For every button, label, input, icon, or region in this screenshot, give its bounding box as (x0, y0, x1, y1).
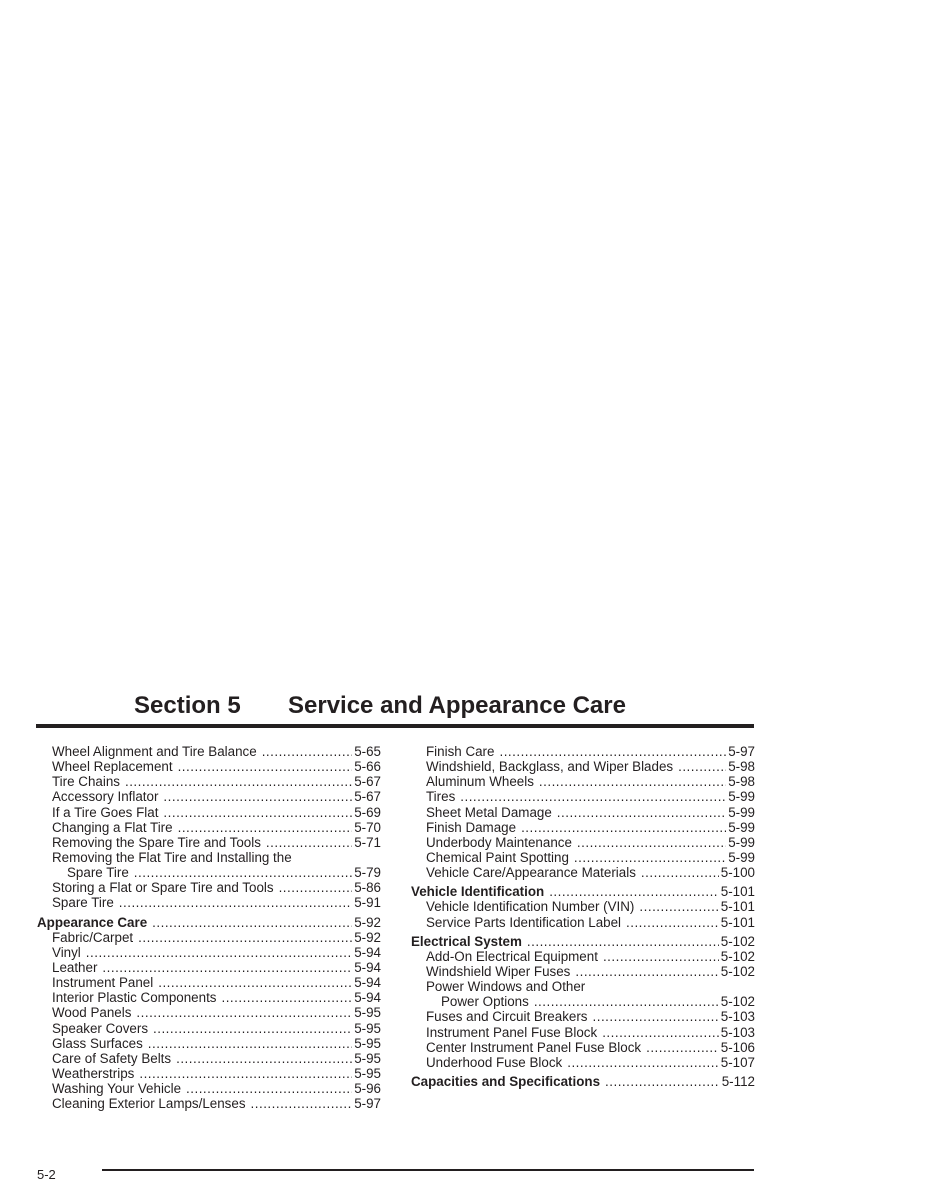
toc-entry-page: 5-95 (354, 1065, 381, 1081)
dot-leader (139, 1066, 352, 1081)
toc-entry-page: 5-101 (720, 914, 755, 930)
dot-leader (163, 805, 352, 820)
dot-leader (557, 805, 726, 820)
toc-entry-page: 5-102 (720, 963, 755, 979)
dot-leader (148, 1036, 352, 1051)
toc-entry-page: 5-107 (720, 1054, 755, 1070)
toc-entry-title: Instrument Panel (52, 975, 154, 991)
toc-entry-page: 5-103 (720, 1009, 755, 1025)
toc-entry (37, 1096, 381, 1111)
toc-entry-page: 5-71 (354, 834, 381, 850)
toc-entry-title: Leather (52, 959, 98, 975)
section-label: Section 5 (134, 692, 241, 719)
toc-entry (37, 1021, 381, 1036)
toc-entry (411, 835, 755, 850)
toc-entry-title: Tire Chains (52, 774, 120, 790)
dot-leader (534, 994, 719, 1009)
toc-entry (37, 880, 381, 895)
dot-leader (539, 774, 726, 789)
toc-entry-title: Spare Tire (52, 895, 114, 911)
toc-right-column (411, 744, 755, 1089)
toc-entry-title-continued: Spare Tire (67, 865, 129, 881)
toc-entry (411, 964, 755, 979)
toc-entry (411, 789, 755, 804)
toc-entry-page: 5-95 (354, 1050, 381, 1066)
dot-leader (593, 1009, 719, 1024)
toc-entry-page: 5-99 (728, 819, 755, 835)
toc-entry-page: 5-98 (728, 759, 755, 775)
toc-entry (37, 789, 381, 804)
dot-leader (186, 1081, 352, 1096)
toc-entry-title: Fuses and Circuit Breakers (426, 1009, 588, 1025)
toc-entry-page: 5-100 (720, 865, 755, 881)
toc-entry (37, 990, 381, 1005)
dot-leader (119, 895, 352, 910)
toc-entry (411, 820, 755, 835)
toc-entry-title: Service Parts Identification Label (426, 914, 622, 930)
toc-entry-title: Add-On Electrical Equipment (426, 948, 598, 964)
toc-entry-page: 5-99 (728, 789, 755, 805)
toc-entry-title: Underhood Fuse Block (426, 1054, 563, 1070)
toc-entry (37, 1066, 381, 1081)
toc-entry (37, 1081, 381, 1096)
dot-leader (499, 744, 726, 759)
toc-entry (411, 1025, 755, 1040)
toc-entry-page: 5-67 (354, 789, 381, 805)
dot-leader (136, 1005, 352, 1020)
toc-entry-page: 5-94 (354, 990, 381, 1006)
toc-entry (411, 865, 755, 880)
toc-entry (411, 850, 755, 865)
dot-leader (646, 1040, 719, 1055)
toc-entry-title: Windshield Wiper Fuses (426, 963, 571, 979)
toc-entry-title: Interior Plastic Components (52, 990, 217, 1006)
toc-entry-page: 5-102 (720, 948, 755, 964)
dot-leader (262, 744, 352, 759)
toc-entry (37, 930, 381, 945)
toc-entry-title-continued: Power Options (441, 994, 529, 1010)
toc-entry-title: Cleaning Exterior Lamps/Lenses (52, 1096, 246, 1112)
toc-entry-title: Weatherstrips (52, 1065, 135, 1081)
dot-leader (86, 945, 352, 960)
toc-entry-page: 5-99 (728, 804, 755, 820)
toc-entry-page: 5-92 (354, 914, 381, 930)
toc-entry-title: Capacities and Specifications (411, 1073, 601, 1089)
dot-leader (521, 820, 726, 835)
toc-entry (37, 865, 381, 880)
toc-entry (411, 805, 755, 820)
toc-entry-page: 5-102 (720, 933, 755, 949)
toc-entry-title: Finish Care (426, 744, 495, 759)
toc-entry-page: 5-69 (354, 804, 381, 820)
toc-entry-page: 5-86 (354, 880, 381, 896)
toc-entry (37, 1051, 381, 1066)
dot-leader (266, 835, 352, 850)
dot-leader (152, 915, 352, 930)
dot-leader (460, 789, 726, 804)
toc-entry (37, 805, 381, 820)
toc-entry (411, 744, 755, 759)
toc-entry (411, 899, 755, 914)
toc-entry-title: Center Instrument Panel Fuse Block (426, 1039, 642, 1055)
toc-entry-page: 5-97 (728, 744, 755, 759)
toc-entry-page: 5-66 (354, 759, 381, 775)
toc-entry (37, 820, 381, 835)
toc-entry (411, 1055, 755, 1070)
dot-leader (251, 1096, 353, 1111)
dot-leader (641, 865, 719, 880)
toc-entry-title: Sheet Metal Damage (426, 804, 552, 820)
toc-entry (411, 994, 755, 1009)
section-heading (134, 688, 626, 724)
dot-leader (102, 960, 352, 975)
toc-heading-entry (37, 915, 381, 930)
toc-entry-title: Changing a Flat Tire (52, 819, 173, 835)
toc-entry-title: Appearance Care (37, 914, 148, 930)
toc-heading-entry (411, 1074, 755, 1089)
footer-rule (102, 1169, 754, 1171)
toc-entry-page: 5-103 (720, 1024, 755, 1040)
toc-entry (37, 850, 381, 865)
toc-entry-page: 5-92 (354, 929, 381, 945)
toc-entry-page: 5-102 (720, 994, 755, 1010)
toc-entry (411, 979, 755, 994)
toc-entry (37, 744, 381, 759)
toc-entry (37, 975, 381, 990)
toc-entry-title: Washing Your Vehicle (52, 1081, 182, 1097)
toc-entry-title: Care of Safety Belts (52, 1050, 172, 1066)
toc-entry-title: Wheel Alignment and Tire Balance (52, 744, 257, 759)
dot-leader (158, 975, 352, 990)
dot-leader (626, 915, 719, 930)
dot-leader (639, 899, 718, 914)
dot-leader (134, 865, 352, 880)
toc-entry (37, 774, 381, 789)
dot-leader (176, 1051, 352, 1066)
toc-entry-page: 5-95 (354, 1020, 381, 1036)
toc-entry-title: Removing the Spare Tire and Tools (52, 834, 261, 850)
dot-leader (549, 884, 719, 899)
toc-entry-page: 5-97 (354, 1096, 381, 1112)
dot-leader (574, 850, 726, 865)
toc-entry-title: Power Windows and Other (426, 979, 586, 995)
toc-entry (411, 949, 755, 964)
toc-entry (37, 759, 381, 774)
toc-entry-page: 5-91 (354, 895, 381, 911)
dot-leader (153, 1021, 352, 1036)
toc-entry-title: Glass Surfaces (52, 1035, 143, 1051)
toc-entry-title: Speaker Covers (52, 1020, 149, 1036)
toc-entry-page: 5-67 (354, 774, 381, 790)
toc-entry-title: Aluminum Wheels (426, 774, 534, 790)
dot-leader (221, 990, 352, 1005)
toc-entry-title: Vehicle Care/Appearance Materials (426, 865, 636, 881)
toc-entry (411, 774, 755, 789)
toc-entry-page: 5-106 (720, 1039, 755, 1055)
toc-entry-title: Underbody Maintenance (426, 834, 572, 850)
dot-leader (575, 964, 718, 979)
toc-entry-page: 5-79 (354, 865, 381, 881)
toc-entry-title: Storing a Flat or Spare Tire and Tools (52, 880, 274, 896)
dot-leader (138, 930, 352, 945)
dot-leader (577, 835, 726, 850)
toc-entry-title: If a Tire Goes Flat (52, 804, 159, 820)
dot-leader (678, 759, 726, 774)
toc-entry-title: Fabric/Carpet (52, 929, 134, 945)
toc-entry-page: 5-65 (354, 744, 381, 759)
dot-leader (178, 759, 353, 774)
dot-leader (602, 1025, 719, 1040)
toc-entry-title: Vehicle Identification Number (VIN) (426, 899, 635, 915)
toc-entry-title: Removing the Flat Tire and Installing the (52, 849, 292, 865)
toc-entry-page: 5-101 (720, 884, 755, 900)
dot-leader (603, 949, 719, 964)
page-number: 5-2 (37, 1167, 56, 1182)
toc-entry-page: 5-98 (728, 774, 755, 790)
dot-leader (125, 774, 352, 789)
toc-entry-title: Chemical Paint Spotting (426, 849, 569, 865)
toc-entry-title: Accessory Inflator (52, 789, 159, 805)
dot-leader (527, 934, 719, 949)
toc-entry (37, 960, 381, 975)
toc-entry (37, 1036, 381, 1051)
toc-entry-title: Wheel Replacement (52, 759, 173, 775)
toc-entry-page: 5-95 (354, 1005, 381, 1021)
toc-entry-page: 5-112 (721, 1073, 755, 1089)
dot-leader (163, 789, 352, 804)
toc-entry (37, 1005, 381, 1020)
toc-left-column (37, 744, 381, 1111)
toc-entry-title: Electrical System (411, 933, 522, 949)
toc-entry (411, 759, 755, 774)
toc-entry-page: 5-99 (728, 849, 755, 865)
toc-entry-page: 5-94 (354, 944, 381, 960)
dot-leader (567, 1055, 719, 1070)
toc-heading-entry (411, 934, 755, 949)
toc-entry-title: Tires (426, 789, 456, 805)
toc-entry-title: Wood Panels (52, 1005, 132, 1021)
dot-leader (605, 1074, 720, 1089)
toc-entry-page: 5-94 (354, 959, 381, 975)
dot-leader (178, 820, 353, 835)
heading-rule (36, 724, 754, 728)
toc-entry-page: 5-94 (354, 975, 381, 991)
toc-entry-page: 5-99 (728, 834, 755, 850)
toc-entry (411, 915, 755, 930)
toc-entry-page: 5-70 (354, 819, 381, 835)
toc-entry (37, 835, 381, 850)
toc-entry-page: 5-95 (354, 1035, 381, 1051)
section-title: Service and Appearance Care (288, 692, 626, 719)
toc-entry-title: Windshield, Backglass, and Wiper Blades (426, 759, 674, 775)
toc-entry-title: Vinyl (52, 944, 81, 960)
toc-entry (411, 1009, 755, 1024)
toc-entry-page: 5-101 (720, 899, 755, 915)
toc-entry (37, 945, 381, 960)
dot-leader (279, 880, 353, 895)
toc-entry (37, 895, 381, 910)
toc-entry-page: 5-96 (354, 1081, 381, 1097)
toc-entry-title: Vehicle Identification (411, 884, 545, 900)
toc-entry-title: Finish Damage (426, 819, 517, 835)
toc-heading-entry (411, 884, 755, 899)
toc-entry (411, 1040, 755, 1055)
toc-entry-title: Instrument Panel Fuse Block (426, 1024, 598, 1040)
